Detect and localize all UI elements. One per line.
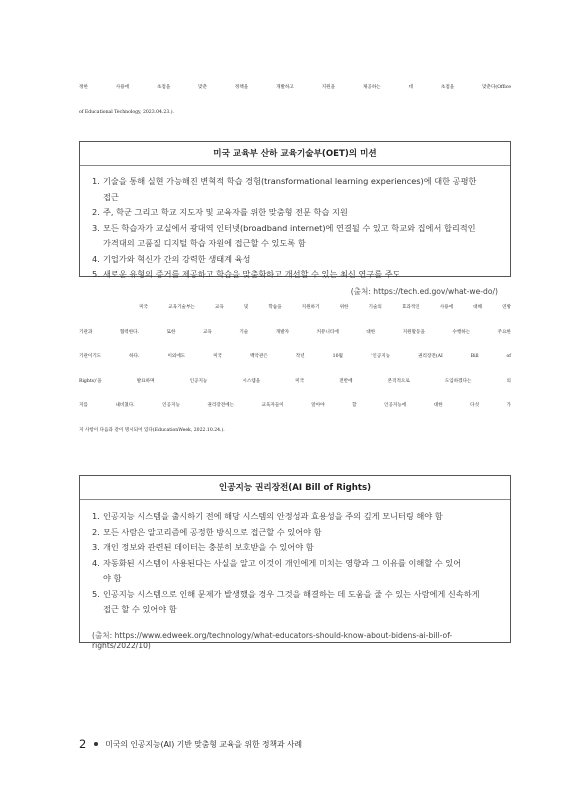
mission-list <box>80 166 510 283</box>
list-item: 4. 자동화된 시스템이 사용된다는 사실을 알고 이것이 개인에게 미치는 영향과 그 이유를 이해할 수 있어 야 함 <box>92 557 462 583</box>
paragraph-line: 기관이기도 하다. 이외에도 미국 백악관은 작년 10월 ‘인공지능 권리장전(AI Bill of <box>79 354 511 360</box>
list-item: 1. 인공지능 시스템을 출시하기 전에 해당 시스템의 안정성과 효용성을 주의 깊게 모니터링 해야 함 <box>92 511 443 521</box>
ai-bill-of-rights-box <box>79 475 511 650</box>
page-number: 2 <box>79 737 87 751</box>
body-paragraph <box>79 296 511 444</box>
list-item: 2. 주, 학군 그리고 학교 지도자 및 교육자를 위한 맞춤형 전문 학습 지원 <box>92 207 348 217</box>
list-item: 3. 모든 학습자가 교실에서 광대역 인터넷(broadband internet)에 연결될 수 있고 학교와 집에서 합리적인 가격대의 고품질 디지털 학습 자원에 접근할 수 있도록 함 <box>92 222 476 248</box>
bullet-icon <box>94 742 98 746</box>
box-title: 미국 교육부 산하 교육기술부(OET)의 미션 <box>80 142 510 166</box>
intro-paragraph <box>79 76 511 125</box>
oet-mission-box <box>79 141 511 296</box>
source-citation: (출처: https://www.edweek.org/technology/what-educators-should-know-about-bidens-ai-bill-of-rights/2022/10) <box>92 630 453 650</box>
footer-title: 미국의 인공지능(AI) 기반 맞춤형 교육을 위한 정책과 사례 <box>105 739 303 749</box>
paragraph-line: 지 사항이 다음과 같이 명시되어 있다(EducationWeek, 2022.10.24.). <box>79 427 225 433</box>
list-item: 5. 새로운 유형의 증거를 제공하고 학습을 맞춤화하고 개선할 수 있는 최신 연구를 주도 <box>92 269 401 279</box>
paragraph-line: of Educational Technology, 2023.04.23.). <box>79 109 174 115</box>
list-item: 5. 인공지능 시스템으로 인해 문제가 발생했을 경우 그것을 해결하는 데 도움을 줄 수 있는 사람에게 신속하게 접근 할 수 있어야 함 <box>92 588 480 614</box>
paragraph-line: 기관과 협력한다. 또한 교육 기술 개발자 커뮤니티에 대한 지원활동을 수행하는 주요한 <box>79 329 511 335</box>
paragraph-line: 지를 내비쳤다. 인공지능 권리장전에는 교육자들이 알아야 할 인공지능에 대한 다섯 가 <box>79 403 511 409</box>
paragraph-line: 미국 교육기술부는 교육 및 학습을 지원하기 위한 기술의 효과적인 사용에 대해 연방 <box>79 305 511 310</box>
paragraph-line: Rights)’을 발표하며 인공지능 시스템을 미국 전반에 본격적으로 도입하겠다는 의 <box>79 378 511 384</box>
rights-list <box>80 500 510 618</box>
page-footer <box>79 736 302 752</box>
list-item: 3. 개인 정보와 관련된 데이터는 충분히 보호받을 수 있어야 함 <box>92 542 314 552</box>
paragraph-line: 정한 사용에 초점을 맞춘 정책을 개발하고 지원을 제공하는 데 초점을 맞춘다(Office <box>79 85 511 90</box>
list-item: 2. 모든 사람은 알고리즘에 공정한 방식으로 접근할 수 있어야 함 <box>92 526 322 537</box>
source-citation: (출처: https://tech.ed.gov/what-we-do/) <box>350 286 498 296</box>
list-item: 1. 기술을 통해 실현 가능해진 변혁적 학습 경험(transformational learning experiences)에 대한 공평한 접근 <box>92 176 477 202</box>
list-item: 4. 기업가와 혁신가 간의 강력한 생태계 육성 <box>92 253 251 264</box>
box-title: 인공지능 권리장전(AI Bill of Rights) <box>80 476 510 500</box>
